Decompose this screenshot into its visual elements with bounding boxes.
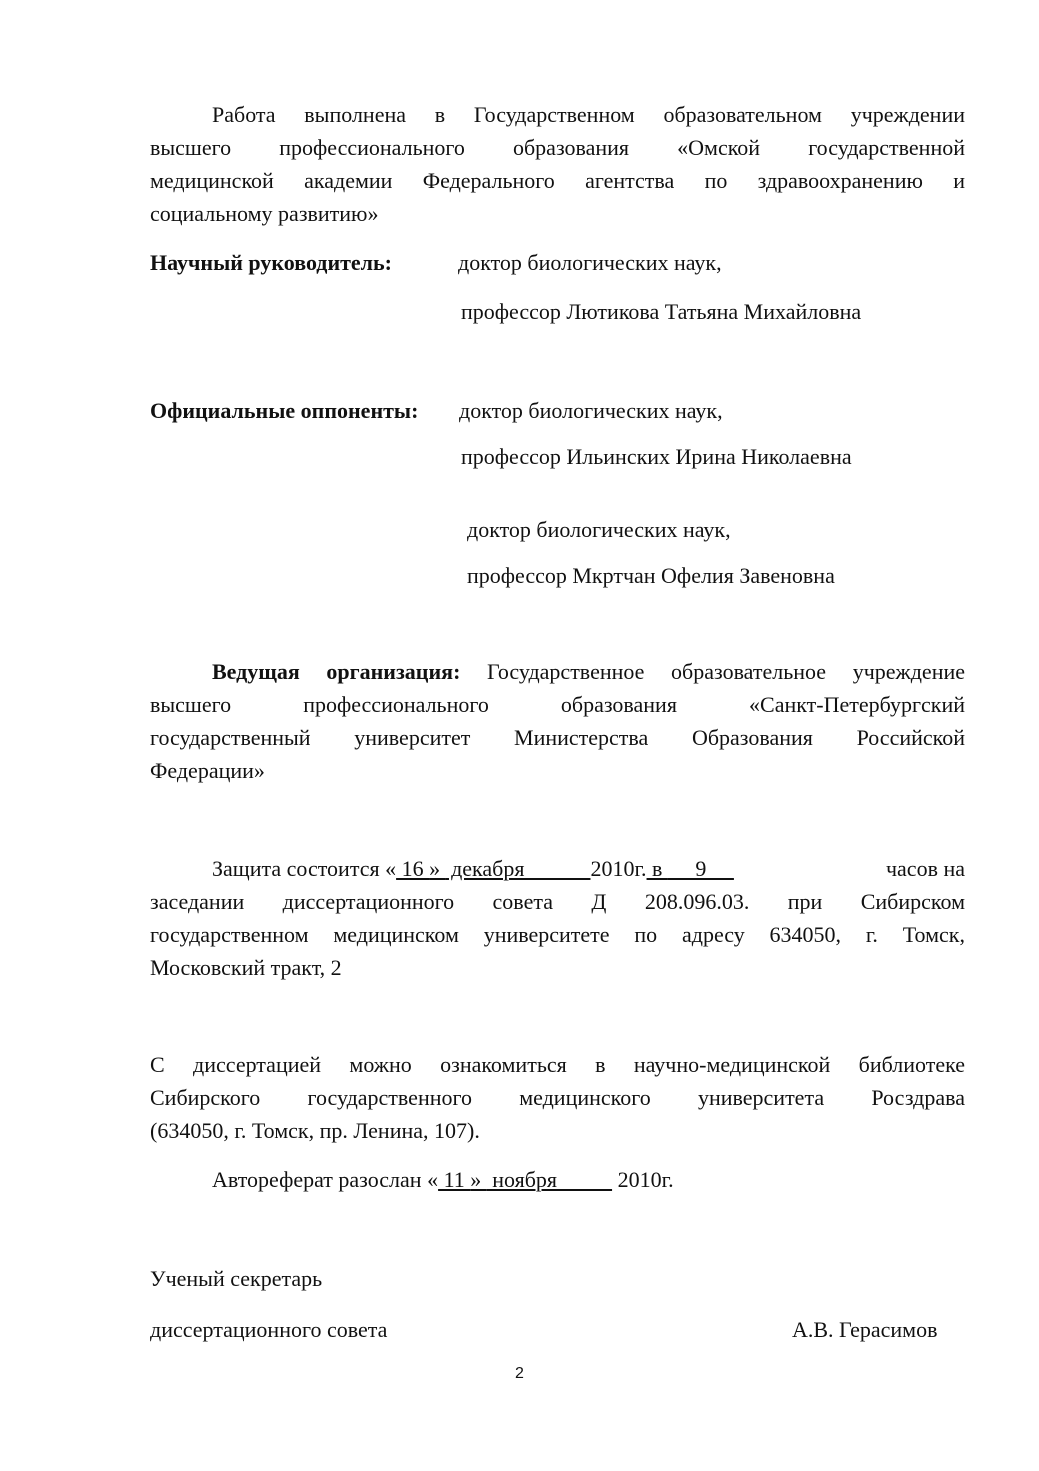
supervisor-name: профессор Лютикова Татьяна Михайловна: [461, 299, 862, 324]
supervisor-label: Научный руководитель:: [150, 250, 392, 275]
defense-line: государственном медицинском университете по адресу 634050, г. Томск,: [150, 922, 965, 947]
abstract-month: ноября: [486, 1167, 613, 1192]
library-paragraph: [150, 1048, 965, 1147]
page-number: 2: [515, 1365, 524, 1382]
opponent-2-name: профессор Мкртчан Офелия Завеновна: [467, 563, 835, 588]
library-line: Сибирского государственного медицинского университета Росздрава: [150, 1085, 965, 1110]
opponent-1-degree: доктор биологических наук,: [459, 398, 723, 423]
abstract-prefix: Автореферат разослан «: [212, 1167, 439, 1192]
intro-line: Работа выполнена в Государственном образовательном учреждении: [212, 102, 965, 127]
intro-line: социальному развитию»: [150, 201, 379, 226]
defense-first-line: [150, 852, 965, 885]
supervisor-degree: доктор биологических наук,: [458, 250, 722, 275]
secretary-council: диссертационного совета: [150, 1317, 388, 1342]
secretary-name: А.В. Герасимов: [792, 1317, 938, 1342]
abstract-line: [212, 1163, 674, 1196]
opponent-2-degree: доктор биологических наук,: [467, 517, 731, 542]
defense-day: 16: [396, 856, 430, 881]
abstract-suffix: 2010г.: [612, 1167, 674, 1192]
lead-org-line: Федерации»: [150, 758, 265, 783]
lead-org-first-line: [150, 655, 965, 688]
defense-quote-close: »: [429, 856, 446, 881]
intro-line: высшего профессионального образования «Омской государственной: [150, 135, 965, 160]
intro-paragraph: [150, 98, 965, 230]
lead-org-line: государственный университет Министерства Образования Российской: [150, 725, 965, 750]
lead-org-label: Ведущая организация:: [212, 659, 461, 684]
lead-org-paragraph: [150, 655, 965, 787]
defense-year: 2010г.: [590, 856, 647, 881]
abstract-quote-close: »: [470, 1167, 487, 1192]
intro-line: медицинской академии Федерального агентства по здравоохранению и: [150, 168, 965, 193]
defense-line: Московский тракт, 2: [150, 955, 342, 980]
opponents-label: Официальные оппоненты:: [150, 398, 419, 423]
opponent-1-name: профессор Ильинских Ирина Николаевна: [461, 444, 852, 469]
secretary-title: Ученый секретарь: [150, 1266, 323, 1291]
lead-org-text: Государственное образовательное учреждение: [460, 659, 965, 684]
abstract-day: 11: [438, 1167, 471, 1192]
defense-at: в: [646, 856, 668, 881]
defense-suffix: часов на: [880, 856, 965, 881]
library-line: (634050, г. Томск, пр. Ленина, 107).: [150, 1118, 480, 1143]
defense-hour: 9: [667, 856, 734, 881]
defense-line: заседании диссертационного совета Д 208.096.03. при Сибирском: [150, 889, 965, 914]
defense-paragraph: [150, 852, 965, 984]
defense-month: декабря: [445, 856, 591, 881]
library-line: С диссертацией можно ознакомиться в научно-медицинской библиотеке: [150, 1052, 965, 1077]
lead-org-line: высшего профессионального образования «Санкт-Петербургский: [150, 692, 965, 717]
defense-prefix: Защита состоится «: [212, 856, 397, 881]
